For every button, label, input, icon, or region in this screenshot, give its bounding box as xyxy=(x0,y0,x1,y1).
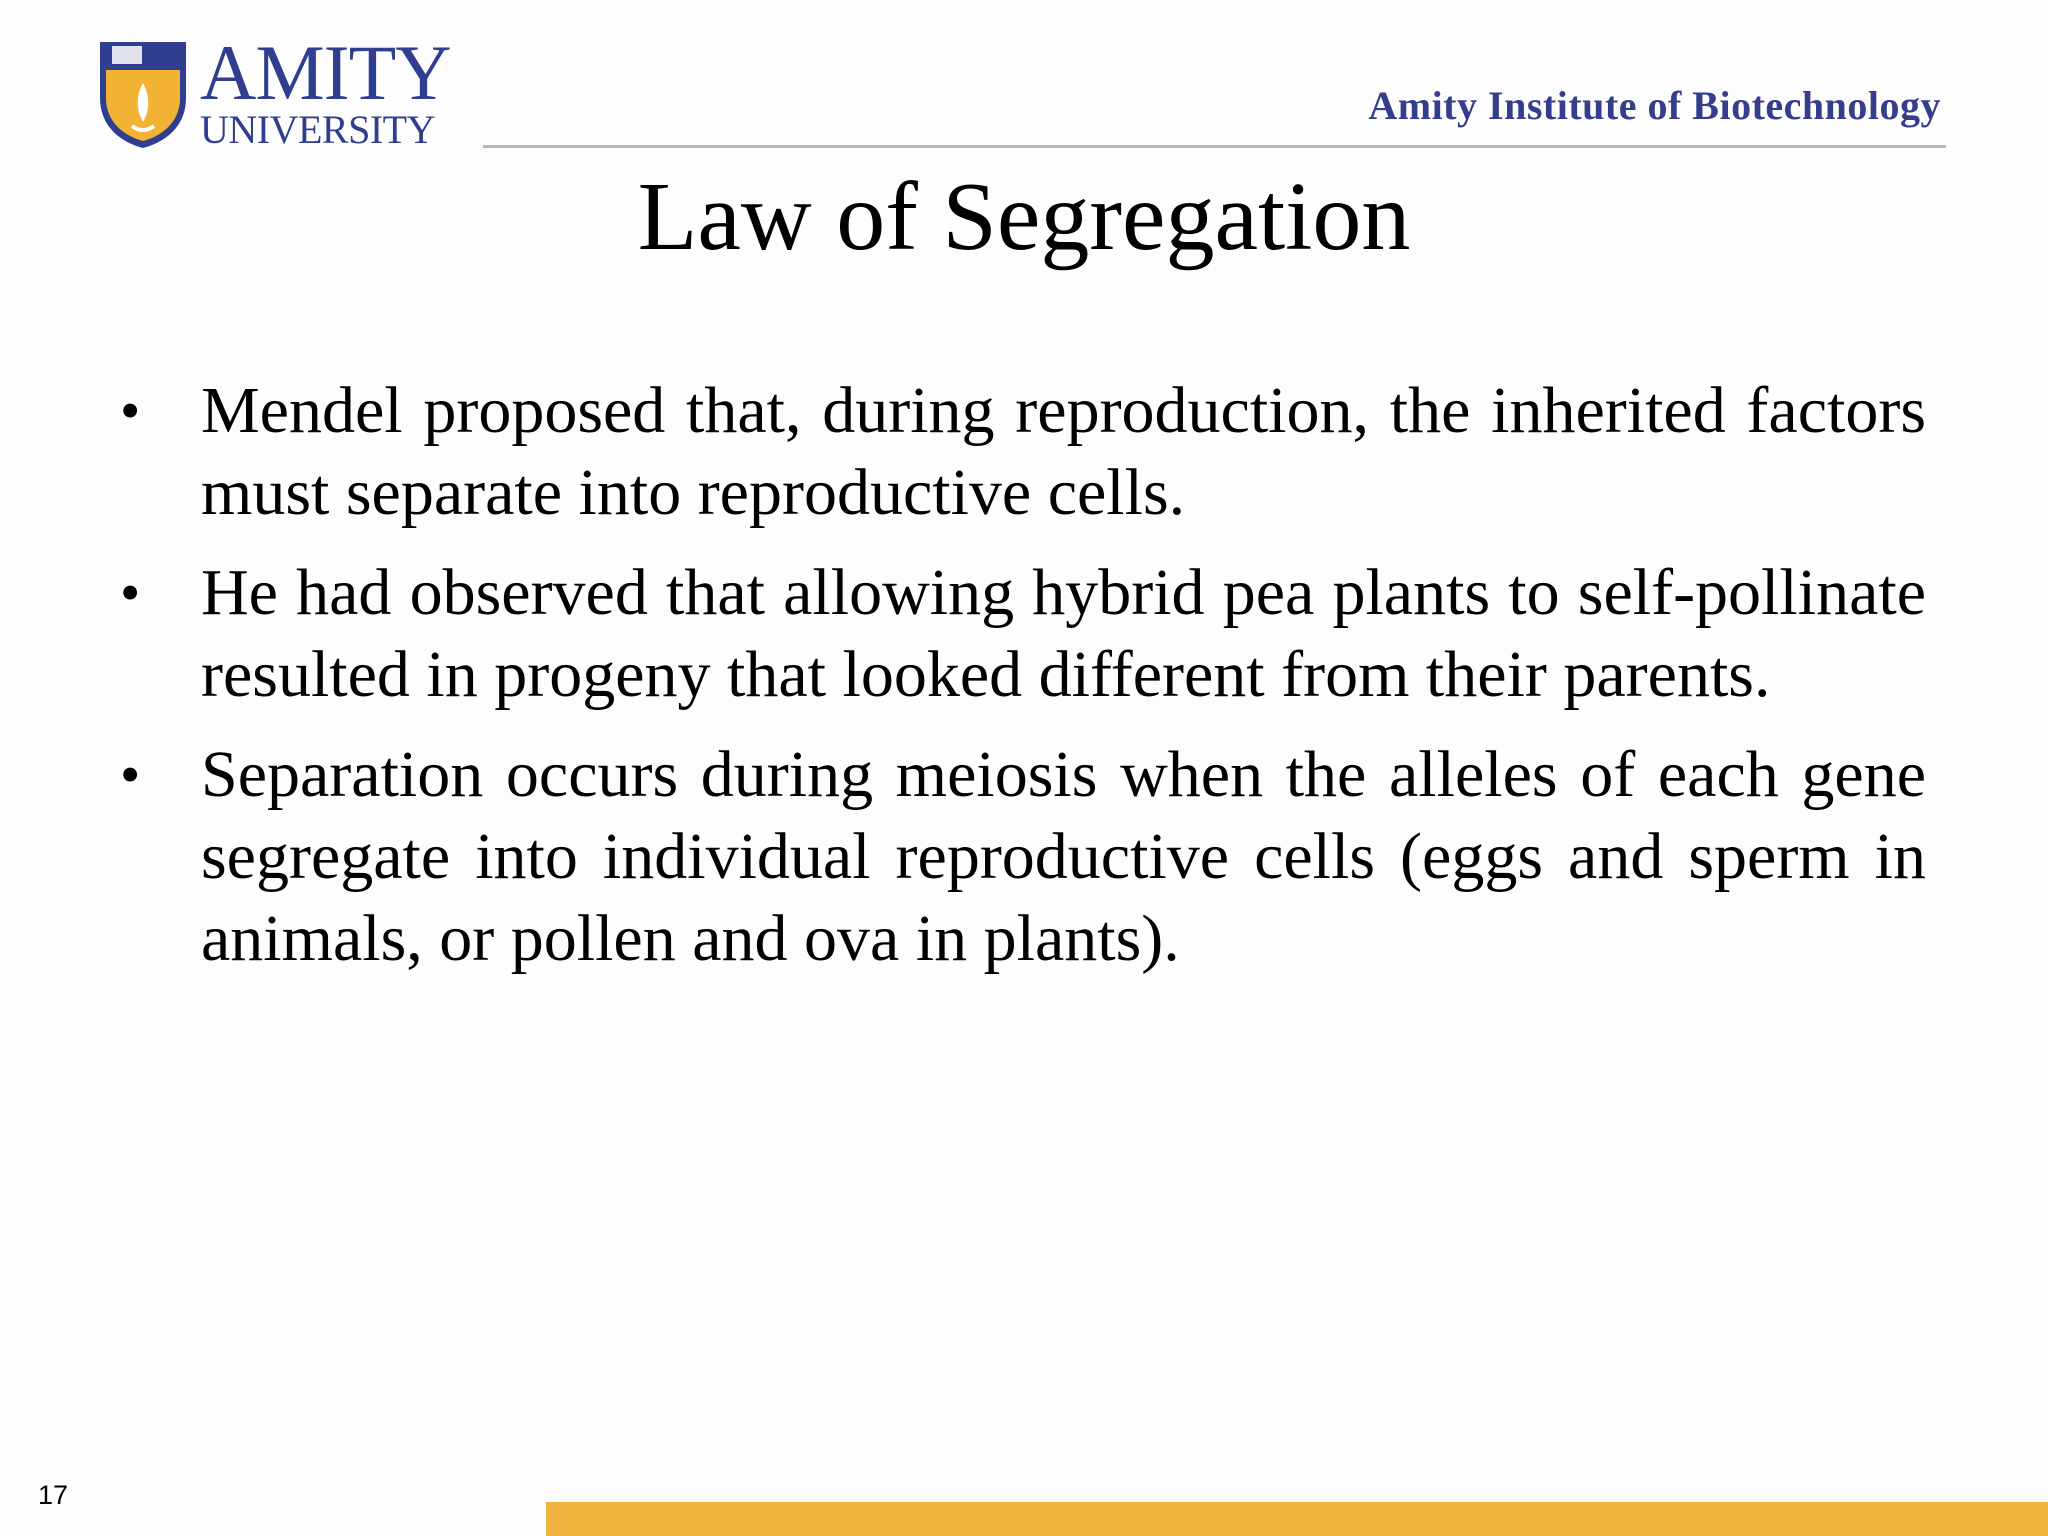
bullet-text: He had observed that allowing hybrid pea plants to self-pollinate resulted in progeny that looked different from their parents. xyxy=(201,556,1926,711)
bullet-list xyxy=(110,370,1926,998)
bullet-marker: • xyxy=(120,560,141,625)
bullet-item xyxy=(110,370,1926,534)
bullet-item xyxy=(110,552,1926,716)
bullet-marker: • xyxy=(120,378,141,443)
amity-shield-icon xyxy=(96,38,190,150)
bullet-marker: • xyxy=(120,742,141,807)
header-divider xyxy=(483,145,1946,148)
logo-sub-text: UNIVERSITY xyxy=(200,107,435,152)
logo-wordmark xyxy=(200,29,451,152)
institute-name: Amity Institute of Biotechnology xyxy=(1368,83,1941,128)
slide-title: Law of Segregation xyxy=(637,163,1411,271)
footer-bar xyxy=(546,1502,2048,1536)
logo-main-text: AMITY xyxy=(200,29,451,116)
bullet-text: Separation occurs during meiosis when the alleles of each gene segregate into individual reproductive cells (eggs and sperm in animals, or pollen and ova in plants). xyxy=(201,738,1926,975)
amity-logo xyxy=(96,29,451,154)
bullet-text: Mendel proposed that, during reproduction, the inherited factors must separate into reproductive cells. xyxy=(201,374,1926,529)
bullet-item xyxy=(110,734,1926,980)
slide-number: 17 xyxy=(38,1480,69,1510)
